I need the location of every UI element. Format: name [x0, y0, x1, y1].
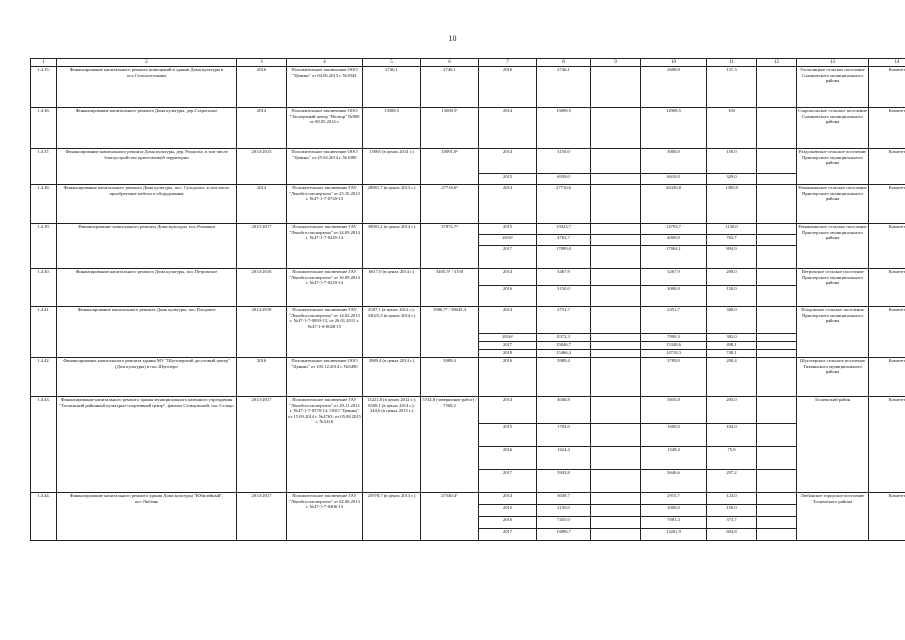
amount-federal — [591, 269, 641, 286]
year: 2014 — [479, 108, 537, 149]
amount-federal — [591, 149, 641, 174]
owner-municipality: Тосненский район — [797, 397, 869, 493]
col-num-7: 7 — [479, 59, 537, 67]
amount-federal — [591, 350, 641, 358]
year: 2016 — [479, 358, 537, 397]
amount-federal — [591, 517, 641, 529]
amount-federal — [591, 358, 641, 397]
col-num-1: 1 — [31, 59, 57, 67]
executor: Комитет — [869, 307, 905, 358]
amount-total: 13008,5 — [537, 108, 591, 149]
amount-local: 382,0 — [707, 334, 757, 342]
expertise-conclusion: Положительное заключение ООО "Ценико" от 105.12.2014 г. №6490 — [287, 358, 363, 397]
amount-other — [757, 67, 797, 108]
amount-other — [757, 470, 797, 493]
amount-local: 200,0 — [707, 269, 757, 286]
amount-other — [757, 224, 797, 235]
amount-federal — [591, 307, 641, 334]
amount-other — [757, 185, 797, 224]
table-row — [31, 358, 905, 397]
estimated-cost: 2746,1 — [363, 67, 421, 108]
amount-other — [757, 149, 797, 174]
amount-total: 15466,4 — [537, 350, 591, 358]
amount-local: 205,0 — [707, 397, 757, 424]
year: 2015 — [479, 174, 537, 185]
amount-other — [757, 397, 797, 424]
amount-local: 150,0 — [707, 286, 757, 307]
amount-regional: 1549,4 — [641, 447, 707, 470]
amount-regional: 3000,0 — [641, 505, 707, 517]
amount-regional: 3000,0 — [641, 149, 707, 174]
amount-regional: 5646,6 — [641, 470, 707, 493]
project-period: 2014-2015 — [237, 149, 287, 185]
estimated-cost: 25978,7 (в ценах 2013 г.) — [363, 493, 421, 541]
expertise-conclusion: Положительное заключение ГАУ "Ленобгосэкспертиза" от 02.06.2013 г. №47-1-7-0406-13 — [287, 493, 363, 541]
project-name: Финансирование капитального ремонта Дома культуры, пос.Плодовое — [57, 307, 237, 358]
expertise-conclusion: Положительное заключение ООО "Экспертный центр "Нелеор" №809 от 08.05.2014 г. — [287, 108, 363, 149]
amount-federal — [591, 235, 641, 246]
amount-federal — [591, 447, 641, 470]
estimated-cost: 15065 (в ценах 2014 г.) — [363, 149, 421, 185]
project-name: Финансирование капитального ремонта Дома культуры, пос. Суходолье, в том числе приобретение мебели и оборудования — [57, 185, 237, 224]
project-period: 2014-2016 — [237, 269, 287, 307]
amount-local: 894,9 — [707, 246, 757, 269]
amount-other — [757, 517, 797, 529]
project-name: Финансирование капитального ремонта Дома культуры, дер. Раздолье, в том числе благоустройство прилегающей территории — [57, 149, 237, 185]
amount-other — [757, 424, 797, 447]
amount-federal — [591, 224, 641, 235]
amount-regional: 2451,7 — [641, 307, 707, 334]
row-id: 1.4.38. — [31, 185, 57, 224]
amount-total: 3150,0 — [537, 505, 591, 517]
executor: Комитет — [869, 185, 905, 224]
row-id: 1.4.39. — [31, 224, 57, 269]
amount-other — [757, 174, 797, 185]
amount-total: 1624,4 — [537, 447, 591, 470]
amount-other — [757, 307, 797, 334]
project-name: Финансирование капитального ремонта Дома культуры, пос.Петровское — [57, 269, 237, 307]
year: 2014 — [479, 307, 537, 334]
amount-total: 3467,9 — [537, 269, 591, 286]
amount-regional: 26330,8 — [641, 185, 707, 224]
col-num-9: 9 — [591, 59, 641, 67]
amount-local: 75,0 — [707, 447, 757, 470]
row-id: 1.4.44. — [31, 493, 57, 541]
amount-regional: 17004,1 — [641, 246, 707, 269]
year: 2016 — [479, 447, 537, 470]
amount-other — [757, 235, 797, 246]
amount-total: 4763,7 — [537, 235, 591, 246]
col-num-2: 2 — [57, 59, 237, 67]
amount-total: 2751,7 — [537, 307, 591, 334]
project-period: 2014 — [237, 108, 287, 149]
remaining-cost: 3989,4 — [421, 358, 479, 397]
amount-total: 15846,7 — [537, 342, 591, 350]
remaining-cost: 1986,7⁶ / 39645,4 — [421, 307, 479, 358]
year: 2014 — [479, 185, 537, 224]
project-period: 2016 — [237, 67, 287, 108]
owner-municipality: Ромашкинское сельское поселение Приозерского муниципального района — [797, 185, 869, 224]
amount-regional: 7081,3 — [641, 517, 707, 529]
remaining-cost: 2746,1 — [421, 67, 479, 108]
amount-total: 13896,7 — [537, 529, 591, 541]
amount-local: 329,0 — [707, 174, 757, 185]
amount-regional: 3000,0 — [641, 286, 707, 307]
estimated-cost: 13221,8 (в ценах 2012 г.); 6500,1 (в ценах 2014 г.); 344,0 (в ценах 2015 г.) — [363, 397, 421, 493]
remaining-cost: 27716,6³ — [421, 185, 479, 224]
owner-municipality: Гостилицкое сельское поселение Сланцевского муниципального района — [797, 67, 869, 108]
year: 2017 — [479, 246, 537, 269]
project-period: 2014 — [237, 185, 287, 224]
expertise-conclusion: Положительное заключение ООО "Ценико" от 25.04.2014 г. №1080 — [287, 149, 363, 185]
expertise-conclusion: Положительное заключение ГАУ "Ленобгосэкспертиза" от 16.09.2014 г. №47-1-7-0229-14 — [287, 269, 363, 307]
amount-regional: 7990,3 — [641, 334, 707, 342]
amount-federal — [591, 334, 641, 342]
year: 2016 — [479, 517, 537, 529]
expertise-conclusion: Положительное заключение ГАУ "Ленобгосэкспертиза" от 29.11.2012 г. №47-1-7-0570-12; ООО "Ценико" от 15.09.2014 г. №4763; от 05.08.2015 г. №5418 — [287, 397, 363, 493]
year: 2014 — [479, 269, 537, 286]
amount-federal — [591, 246, 641, 269]
amount-federal — [591, 108, 641, 149]
estimated-cost: 39081,2 (в ценах 2014 г.) — [363, 224, 421, 269]
executor: Комитет — [869, 67, 905, 108]
col-num-6: 6 — [421, 59, 479, 67]
amount-total: 7455,0 — [537, 517, 591, 529]
year: 2014 — [479, 493, 537, 505]
row-id: 1.4.42. — [31, 358, 57, 397]
executor: Комитет — [869, 358, 905, 397]
amount-other — [757, 493, 797, 505]
remaining-cost: 37872,7⁴ — [421, 224, 479, 269]
amount-local: 100 — [707, 108, 757, 149]
amount-regional: 3267,9 — [641, 269, 707, 286]
amount-total: 5943,8 — [537, 470, 591, 493]
row-id: 1.4.41. — [31, 307, 57, 358]
estimated-cost: 3989,4 (в ценах 2014 г.) — [363, 358, 421, 397]
table-row — [31, 149, 905, 174]
amount-local: 373,7 — [707, 517, 757, 529]
amount-regional: 14793,7 — [641, 224, 707, 235]
remaining-cost: 3405,5⁵ / 3150 — [421, 269, 479, 307]
amount-local: 150,0 — [707, 149, 757, 174]
owner-municipality: Плодовское сельское поселение Приозерского муниципального района — [797, 307, 869, 358]
amount-total: 2746,1 — [537, 67, 591, 108]
amount-regional: 4000,0 — [641, 235, 707, 246]
executor: Комитет — [869, 108, 905, 149]
amount-other — [757, 286, 797, 307]
estimated-cost: 28981,7 (в ценах 2013 г.) — [363, 185, 421, 224]
col-num-14: 14 — [869, 59, 905, 67]
project-period: 2016 — [237, 358, 287, 397]
row-id: 1.4.35. — [31, 67, 57, 108]
owner-municipality: Любанское городское поселение Тосненского района — [797, 493, 869, 541]
executor: Комитет — [869, 493, 905, 541]
col-num-5: 5 — [363, 59, 421, 67]
amount-local: 123,0 — [707, 493, 757, 505]
amount-other — [757, 358, 797, 397]
project-name: Финансирование капитального ремонта Дома культуры, пос.Ромашки — [57, 224, 237, 269]
owner-municipality: Ромашкинское сельское поселение Приозерского муниципального района — [797, 224, 869, 269]
amount-other — [757, 334, 797, 342]
row-id: 1.4.40. — [31, 269, 57, 307]
year: 2018 — [479, 350, 537, 358]
project-name: Финансирование капитального ремонта здания МУ "Шугозерский досуговый центр" (Дом культуры) в пос.Шугозеро — [57, 358, 237, 397]
amount-federal — [591, 342, 641, 350]
amount-regional: 1600,0 — [641, 424, 707, 447]
remaining-cost: 5744,8 (завершение работ) / 7568,2 — [421, 397, 479, 493]
project-name: Финансирование капитального ремонта здания Дома культуры "Юбилейный", пос.Любань — [57, 493, 237, 541]
amount-federal — [591, 470, 641, 493]
amount-total: 3038,7 — [537, 493, 591, 505]
amount-regional: 2915,7 — [641, 493, 707, 505]
owner-municipality: Старопольское сельское поселение Сланцевского муниципального района — [797, 108, 869, 149]
year: 2017 — [479, 470, 537, 493]
project-name: Финансирование капитального ремонта здания муниципального казенного учреждения "Тосненский районный культурно-спортивный центр", филиал Сельцовский, пос.Сельцо — [57, 397, 237, 493]
amount-total: 1704,0 — [537, 424, 591, 447]
amount-total: 27716,6 — [537, 185, 591, 224]
amount-total: 4040,8 — [537, 397, 591, 424]
year: 2014 — [479, 149, 537, 174]
table-row — [31, 67, 905, 108]
amount-local: 200,4 — [707, 358, 757, 397]
amount-other — [757, 246, 797, 269]
col-num-13: 13 — [797, 59, 869, 67]
table-row — [31, 397, 905, 424]
amount-total: 17899,0 — [537, 246, 591, 269]
amount-federal — [591, 67, 641, 108]
expertise-conclusion: Положительное заключение ГАУ "Ленобгосэкспертиза" от 25.10.2013 г. №47-1-7-0720-13 — [287, 185, 363, 224]
project-name: Финансирование капитального ремонта Дома культуры, дер.Старополье — [57, 108, 237, 149]
amount-other — [757, 350, 797, 358]
amount-federal — [591, 397, 641, 424]
amount-federal — [591, 286, 641, 307]
expertise-conclusion: Положительное заключение ООО "Ценико" от 04.06.2013 г. №3943 — [287, 67, 363, 108]
col-num-12: 12 — [757, 59, 797, 67]
project-name: Финансирование капитального ремонта помещений в здании Дома культуры в пос.Сельхозтехника — [57, 67, 237, 108]
table-row — [31, 224, 905, 235]
amount-local: 137,3 — [707, 67, 757, 108]
expertise-conclusion: Положительное заключение ГАУ "Ленобгосэкспертиза" от 24.09.2014 г. №47-1-7-0245-14 — [287, 224, 363, 269]
project-period: 2013-2017 — [237, 397, 287, 493]
amount-total: 8372,3 — [537, 334, 591, 342]
project-period: 2015-2017 — [237, 224, 287, 269]
amount-other — [757, 108, 797, 149]
executor: Комитет — [869, 269, 905, 307]
amount-federal — [591, 505, 641, 517]
page-number: 10 — [448, 34, 457, 43]
amount-other — [757, 505, 797, 517]
owner-municipality: Раздольевское сельское поселение Приозерского муниципального района — [797, 149, 869, 185]
year: 2016¹ — [479, 235, 537, 246]
executor: Комитет — [869, 224, 905, 269]
amount-regional: 14718,3 — [641, 350, 707, 358]
amount-regional: 13201,9 — [641, 529, 707, 541]
amount-total: 3150,0 — [537, 286, 591, 307]
col-num-3: 3 — [237, 59, 287, 67]
amount-federal — [591, 493, 641, 505]
amount-regional: 3835,8 — [641, 397, 707, 424]
amount-federal — [591, 185, 641, 224]
row-id: 1.4.36. — [31, 108, 57, 149]
year: 2017 — [479, 342, 537, 350]
executor: Комитет — [869, 149, 905, 185]
table-row — [31, 307, 905, 334]
table-row — [31, 108, 905, 149]
year: 2015 — [479, 424, 537, 447]
estimated-cost: 4507,1 (в ценах 2012 г.); 33025,3 (в ценах 2014 г.) — [363, 307, 421, 358]
amount-local: 1130,0 — [707, 224, 757, 235]
amount-local: 1385,8 — [707, 185, 757, 224]
year: 2016 — [479, 67, 537, 108]
amount-federal — [591, 424, 641, 447]
executor: Комитет — [869, 397, 905, 493]
amount-other — [757, 269, 797, 286]
owner-municipality: Петровское сельское поселение Приозерского муниципального района — [797, 269, 869, 307]
year: 2015 — [479, 224, 537, 235]
col-num-10: 10 — [641, 59, 707, 67]
table-row — [31, 493, 905, 505]
year: 2014 — [479, 397, 537, 424]
expertise-conclusion: Положительное заключение ГАУ "Ленобгосэкспертиза" от 14.02.2013 г. №47-1-7-0093-13, от 26.01.2015 г. №47-1-8-0028-15 — [287, 307, 363, 358]
table-row — [31, 185, 905, 224]
estimated-cost: 13008,5 — [363, 108, 421, 149]
year: 2016 — [479, 286, 537, 307]
amount-federal — [591, 529, 641, 541]
owner-municipality: Шугозерское сельское поселение Тихвинского муниципального района — [797, 358, 869, 397]
remaining-cost: 27540,4⁷ — [421, 493, 479, 541]
col-num-4: 4 — [287, 59, 363, 67]
amount-local: 297,2 — [707, 470, 757, 493]
col-num-11: 11 — [707, 59, 757, 67]
amount-regional: 3789,0 — [641, 358, 707, 397]
column-number-row — [31, 59, 905, 67]
amount-federal — [591, 174, 641, 185]
amount-local: 694,8 — [707, 529, 757, 541]
project-period: 2014-2018 — [237, 307, 287, 358]
row-id: 1.4.43. — [31, 397, 57, 493]
amount-local: 300,0 — [707, 307, 757, 334]
col-num-8: 8 — [537, 59, 591, 67]
amount-total: 3150,0 — [537, 149, 591, 174]
table-row — [31, 269, 905, 286]
remaining-cost: 10091,0² — [421, 149, 479, 185]
year: 2016² — [479, 334, 537, 342]
amount-other — [757, 342, 797, 350]
amount-regional: 2608,8 — [641, 67, 707, 108]
year: 2017 — [479, 529, 537, 541]
amount-regional: 12908,5 — [641, 108, 707, 149]
project-period: 2014-2017 — [237, 493, 287, 541]
row-id: 1.4.37. — [31, 149, 57, 185]
amount-local: 498,1 — [707, 342, 757, 350]
year: 2015 — [479, 505, 537, 517]
amount-total: 3989,4 — [537, 358, 591, 397]
estimated-cost: 6617,0 (в ценах 2014 г.) — [363, 269, 421, 307]
remaining-cost: 13008,5¹ — [421, 108, 479, 149]
amount-local: 150,0 — [707, 505, 757, 517]
program-table — [30, 58, 905, 541]
amount-total: 6939,0 — [537, 174, 591, 185]
amount-local: 104,0 — [707, 424, 757, 447]
amount-local: 748,1 — [707, 350, 757, 358]
amount-local: 763,7 — [707, 235, 757, 246]
amount-other — [757, 529, 797, 541]
amount-regional: 6610,0 — [641, 174, 707, 185]
amount-total: 15923,7 — [537, 224, 591, 235]
amount-other — [757, 447, 797, 470]
amount-regional: 15348,6 — [641, 342, 707, 350]
